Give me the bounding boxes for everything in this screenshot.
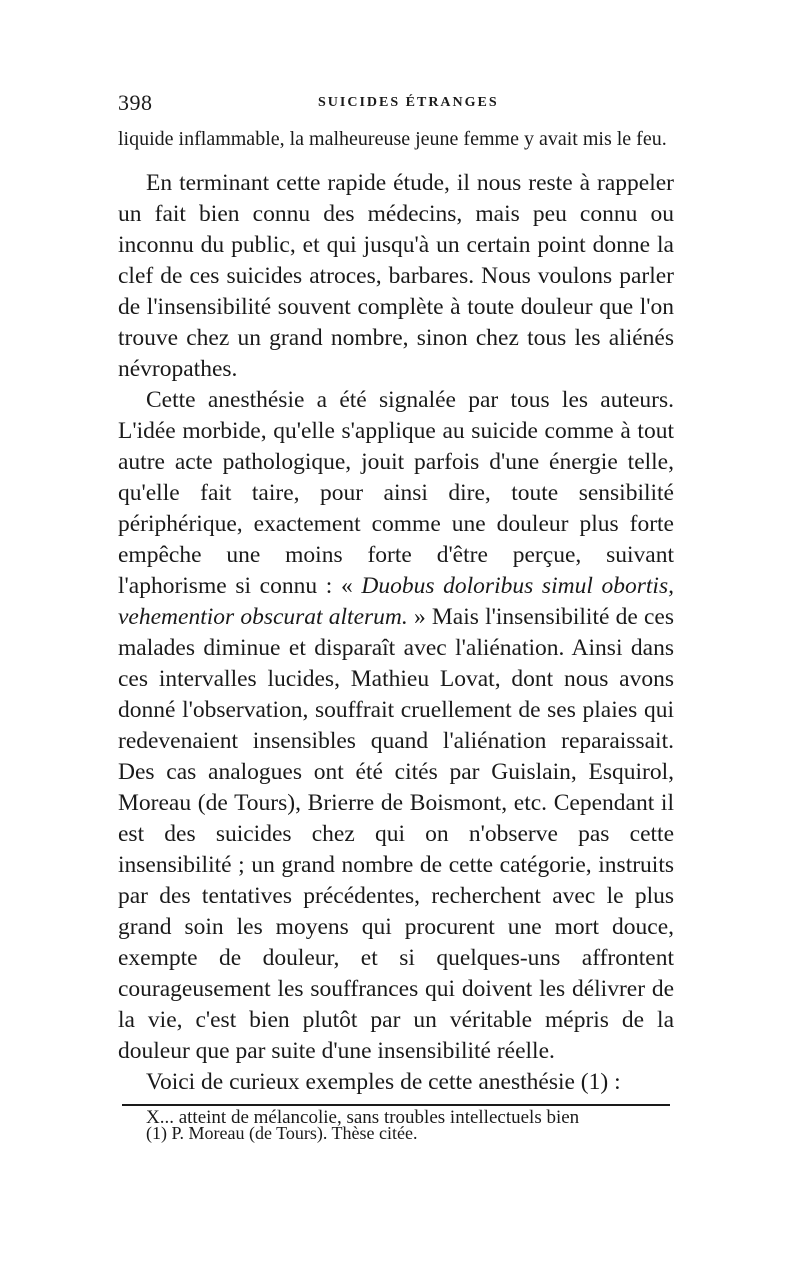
running-title: SUICIDES ÉTRANGES: [318, 95, 499, 110]
latin-aphorism: Duobus doloribus simul obortis, vehementior obscurat alterum.: [118, 573, 674, 630]
paragraph-continuation: liquide inflammable, la malheureuse jeune femme y avait mis le feu.: [118, 128, 667, 150]
page-number: 398: [118, 90, 153, 115]
paragraph-examples-intro: Voici de curieux exemples de cette anesthésie (1) :: [146, 1069, 621, 1095]
page-header: [118, 90, 674, 118]
footnote: (1) P. Moreau (de Tours). Thèse citée.: [146, 1123, 418, 1143]
paragraph-anesthesia: [118, 385, 674, 1067]
main-text: [118, 126, 674, 1132]
paragraph-anesthesia-part-1: Cette anesthésie a été signalée par tous les auteurs. L'idée morbide, qu'elle s'applique au suicide comme à tout autre acte pathologique, jouit parfois d'une énergie telle, qu'elle fait taire, pour ainsi dire, toute sensibilité périphérique, exactement comme une douleur plus forte empêche une moins forte d'être perçue, suivant l'aphorisme si connu : «: [118, 387, 674, 599]
footnote-divider: [122, 1104, 670, 1106]
paragraph-anesthesia-part-2: » Mais l'insensibilité de ces malades diminue et disparaît avec l'aliénation. Ainsi dans ces intervalles lucides, Mathieu Lovat, dont nous avons donné l'observation, souffrait cruellement de ses plaies qui redevenaient insensibles quand l'aliénation reparaissait. Des cas analogues ont été cités par Guislain, Esquirol, Moreau (de Tours), Brierre de Boismont, etc. Cependant il est des suicides chez qui on n'observe pas cette insensibilité ; un grand nombre de cette catégorie, instruits par des tentatives précédentes, recherchent avec le plus grand soin les moyens qui procurent une mort douce, exempte de douleur, et si quelques-uns affrontent courageusement les souffrances qui doivent les délivrer de la vie, c'est bien plutôt par un véritable mépris de la douleur que par suite d'une insensibilité réelle.: [118, 604, 674, 1064]
paragraph-example-start: X... atteint de mélancolie, sans troubles intellectuels bien: [146, 1107, 580, 1128]
paragraph-conclusion: En terminant cette rapide étude, il nous reste à rappeler un fait bien connu des médecins, mais peu connu ou inconnu du public, et qui jusqu'à un certain point donne la clef de ces suicides atroces, barbares. Nous voulons parler de l'insensibilité souvent complète à toute douleur que l'on trouve chez un grand nombre, sinon chez tous les aliénés névropathes.: [118, 170, 674, 382]
